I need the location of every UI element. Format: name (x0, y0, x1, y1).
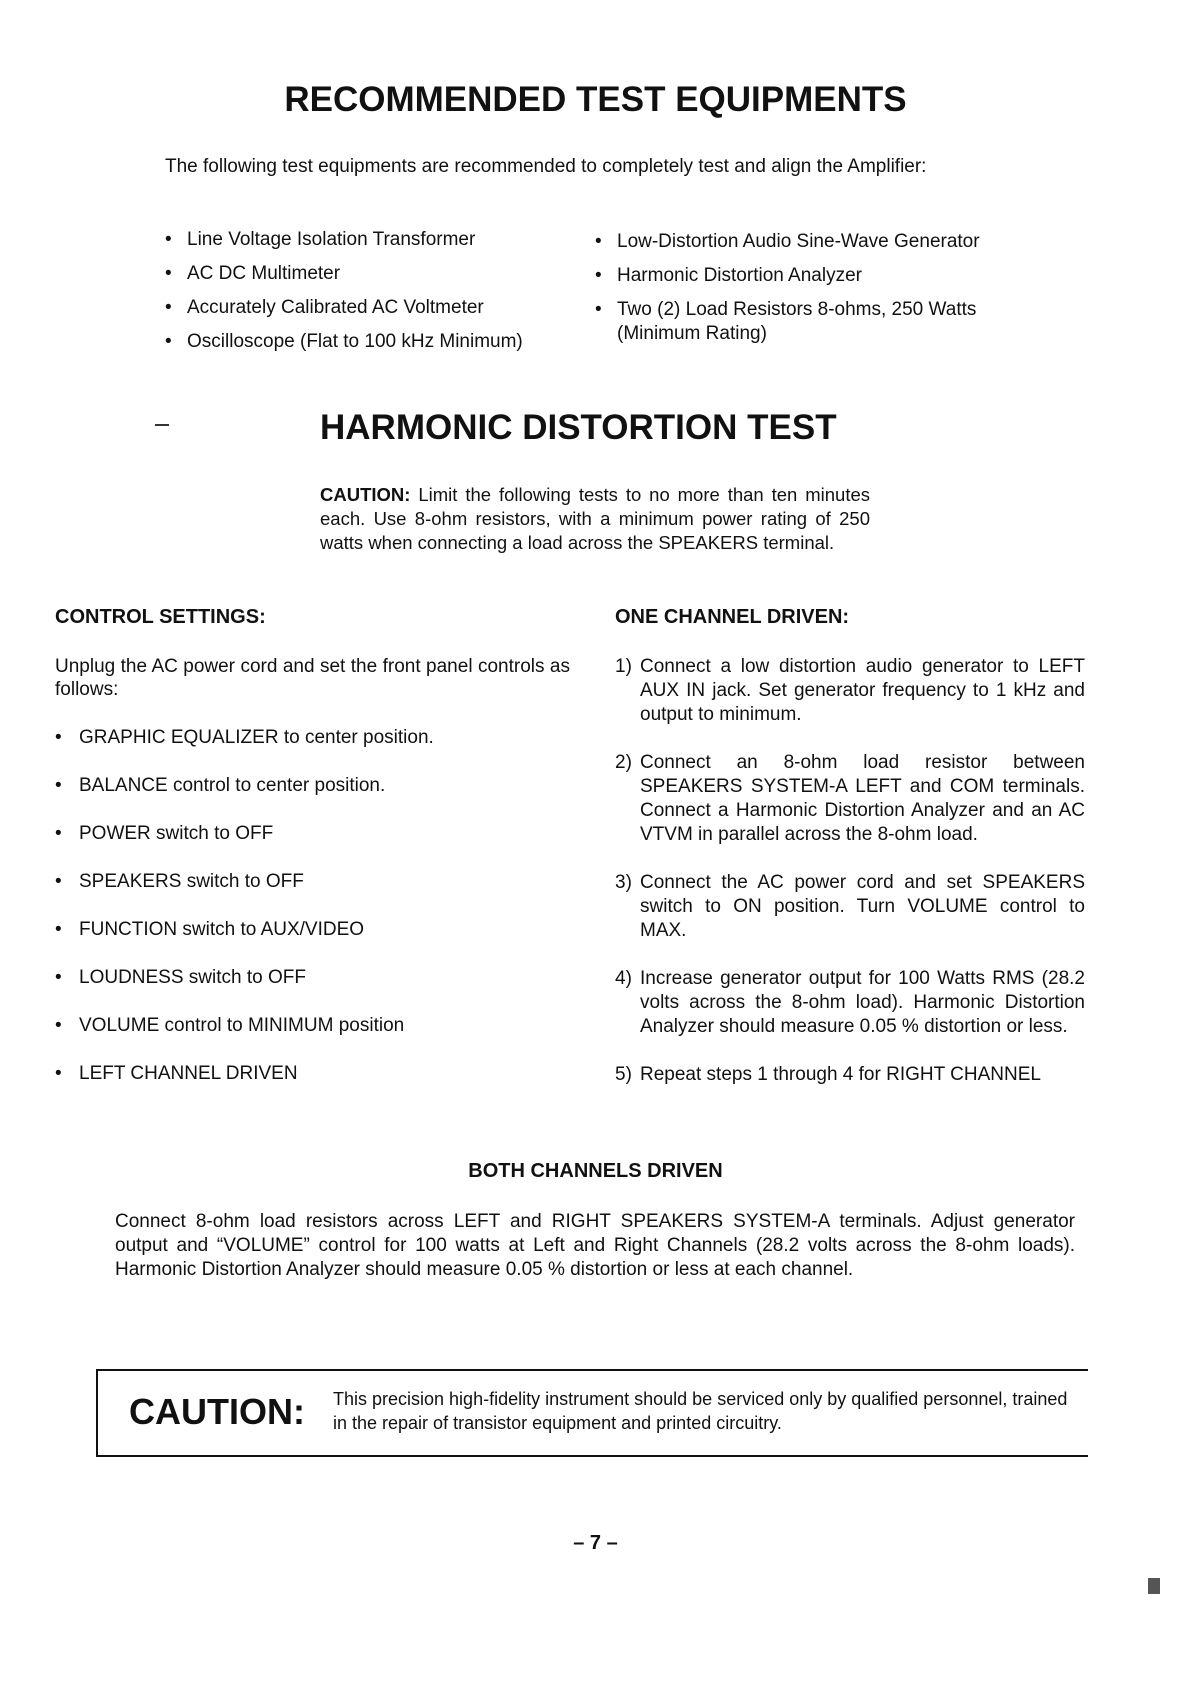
step-number: 2) (615, 752, 632, 773)
harmonic-caution-text: Limit the following tests to no more than ten minutes each. Use 8-ohm resistors, with a minimum power rating of 250 watts when connecting a load across the SPEAKERS terminal. (320, 484, 871, 553)
step-text: Connect a low distortion audio generator to LEFT AUX IN jack. Set generator frequency to 1 kHz and output to minimum. (640, 656, 1085, 725)
harmonic-caution-lead: CAUTION: (320, 484, 411, 505)
control-setting-item: • GRAPHIC EQUALIZER to center position. (55, 726, 434, 774)
control-setting-item: • FUNCTION switch to AUX/VIDEO (55, 918, 434, 966)
procedure-step (615, 871, 1085, 967)
equipment-item: • Low-Distortion Audio Sine-Wave Generator (595, 230, 1017, 254)
equipment-item: • Two (2) Load Resistors 8-ohms, 250 Watts (Minimum Rating) (595, 298, 1017, 346)
control-settings-intro: Unplug the AC power cord and set the front panel controls as follows: (55, 656, 570, 700)
step-number: 5) (615, 1064, 632, 1085)
caution-box (96, 1369, 1088, 1457)
step-text: Connect an 8-ohm load resistor between SPEAKERS SYSTEM-A LEFT and COM terminals. Connect a Harmonic Distortion Analyzer and an AC VTVM in parallel across the 8-ohm load. (640, 752, 1085, 845)
scan-mark (1148, 1578, 1160, 1594)
harmonic-distortion-title: HARMONIC DISTORTION TEST (320, 408, 837, 447)
recommended-equipment-title: RECOMMENDED TEST EQUIPMENTS (284, 80, 907, 119)
procedure-step (615, 967, 1085, 1063)
step-number: 3) (615, 872, 632, 893)
control-setting-item: • LEFT CHANNEL DRIVEN (55, 1062, 434, 1110)
control-setting-item: • SPEAKERS switch to OFF (55, 870, 434, 918)
step-number: 1) (615, 656, 632, 677)
equipment-list-left (165, 228, 523, 364)
recommended-intro: The following test equipments are recommended to completely test and align the Amplifier: (165, 156, 927, 177)
procedure-step (615, 1063, 1085, 1087)
both-channels-heading: BOTH CHANNELS DRIVEN (468, 1160, 723, 1182)
control-setting-item: • POWER switch to OFF (55, 822, 434, 870)
page-number: – 7 – (573, 1532, 618, 1554)
both-channels-text: Connect 8-ohm load resistors across LEFT and RIGHT SPEAKERS SYSTEM-A terminals. Adjust generator output and “VOLUME” control for 100 watts at Left and Right Channels (28.2 volts across the 8-ohm loads). Harmonic Distortion Analyzer should measure 0.05 % distortion or less at each channel. (115, 1211, 1075, 1280)
equipment-item: • AC DC Multimeter (165, 262, 523, 286)
control-setting-item: • BALANCE control to center position. (55, 774, 434, 822)
control-setting-item: • LOUDNESS switch to OFF (55, 966, 434, 1014)
caution-box-message: This precision high-fidelity instrument should be serviced only by qualified personnel, trained in the repair of transistor equipment and printed circuitry. (333, 1389, 1068, 1433)
control-settings-list (55, 726, 434, 1110)
equipment-list-right (595, 230, 1017, 356)
scan-mark (155, 424, 169, 426)
harmonic-caution-paragraph (320, 483, 870, 555)
one-channel-heading: ONE CHANNEL DRIVEN: (615, 606, 850, 628)
caution-box-label: CAUTION: (129, 1391, 305, 1432)
one-channel-steps (615, 655, 1085, 1087)
control-settings-heading: CONTROL SETTINGS: (55, 606, 266, 628)
control-setting-item: • VOLUME control to MINIMUM position (55, 1014, 434, 1062)
step-number: 4) (615, 968, 632, 989)
equipment-item: • Accurately Calibrated AC Voltmeter (165, 296, 523, 320)
step-text: Repeat steps 1 through 4 for RIGHT CHANNEL (640, 1064, 1041, 1085)
equipment-item: • Oscilloscope (Flat to 100 kHz Minimum) (165, 330, 523, 354)
procedure-step (615, 751, 1085, 871)
step-text: Connect the AC power cord and set SPEAKERS switch to ON position. Turn VOLUME control to MAX. (640, 872, 1085, 941)
equipment-item: • Line Voltage Isolation Transformer (165, 228, 523, 252)
step-text: Increase generator output for 100 Watts RMS (28.2 volts across the 8-ohm load). Harmonic Distortion Analyzer should measure 0.05 % distortion or less. (640, 968, 1085, 1037)
equipment-item: • Harmonic Distortion Analyzer (595, 264, 1017, 288)
procedure-step (615, 655, 1085, 751)
